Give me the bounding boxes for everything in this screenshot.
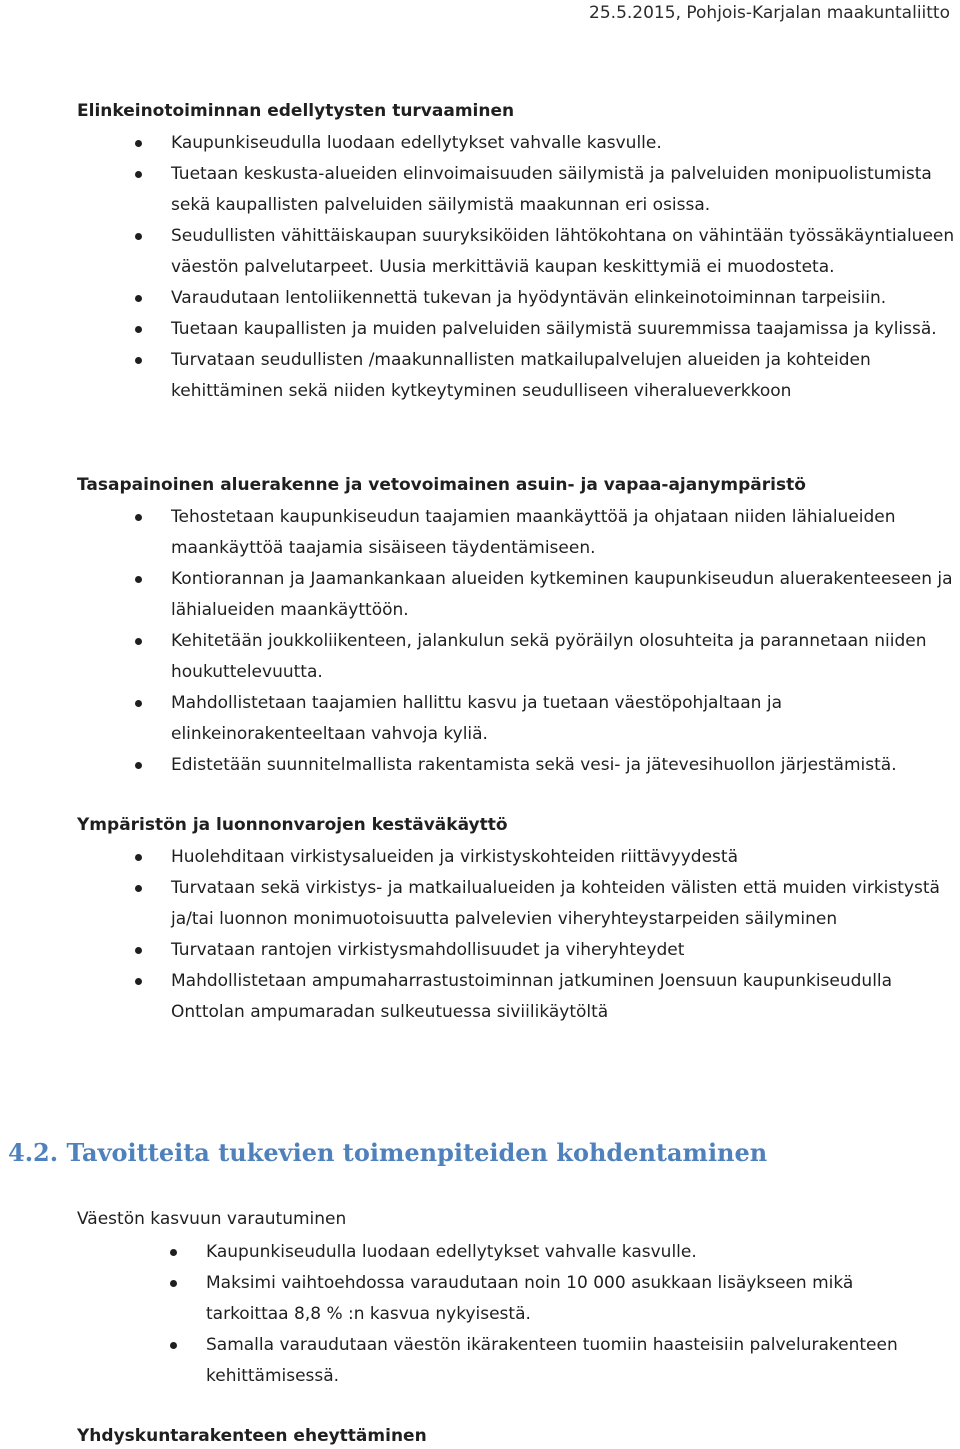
list-item: Mahdollistetaan ampumaharrastustoiminnan jatkuminen Joensuun kaupunkiseudulla Onttolan ampumaradan sulkeutuessa siviilikäytöltä [171, 966, 960, 1028]
subsection-heading-vaesto: Väestön kasvuun varautuminen [77, 1209, 347, 1229]
section-heading-aluerakenne: Tasapainoinen aluerakenne ja vetovoimainen asuin- ja vapaa-ajanympäristö [77, 475, 806, 495]
list-item: Tehostetaan kaupunkiseudun taajamien maankäyttöä ja ohjataan niiden lähialueiden maankäyttöä taajamia sisäiseen täydentämiseen. [171, 502, 960, 564]
list-item: Turvataan seudullisten /maakunnallisten matkailupalvelujen alueiden ja kohteiden kehittäminen sekä niiden kytkeytyminen seudulliseen viheralueverkkoon [171, 345, 960, 407]
list-item: Varaudutaan lentoliikennettä tukevan ja hyödyntävän elinkeinotoiminnan tarpeisiin. [171, 283, 960, 314]
list-item: Kontiorannan ja Jaamankankaan alueiden kytkeminen kaupunkiseudun aluerakenteeseen ja lähialueiden maankäyttöön. [171, 564, 960, 626]
list-item: Mahdollistetaan taajamien hallittu kasvu ja tuetaan väestöpohjaltaan ja elinkeinorakenteeltaan vahvoja kyliä. [171, 688, 960, 750]
list-item: Turvataan sekä virkistys- ja matkailualueiden ja kohteiden välisten että muiden virkistystä ja/tai luonnon monimuotoisuutta palvelevien viheryhteystarpeiden säilyminen [171, 873, 960, 935]
list-item: Kaupunkiseudulla luodaan edellytykset vahvalle kasvulle. [206, 1237, 926, 1268]
list-item: Kehitetään joukkoliikenteen, jalankulun sekä pyöräilyn olosuhteita ja parannetaan niiden houkuttelevuutta. [171, 626, 960, 688]
bullet-list-vaesto [206, 1237, 926, 1392]
page-header-date: 25.5.2015, Pohjois-Karjalan maakuntaliitto [589, 3, 950, 23]
list-item: Tuetaan keskusta-alueiden elinvoimaisuuden säilymistä ja palveluiden monipuolistumista sekä kaupallisten palveluiden säilymistä maakunnan eri osissa. [171, 159, 960, 221]
chapter-title: 4.2. Tavoitteita tukevien toimenpiteiden kohdentaminen [8, 1138, 768, 1167]
list-item: Maksimi vaihtoehdossa varaudutaan noin 10 000 asukkaan lisäykseen mikä tarkoittaa 8,8 % :n kasvua nykyisestä. [206, 1268, 926, 1330]
list-item: Turvataan rantojen virkistysmahdollisuudet ja viheryhteydet [171, 935, 960, 966]
list-item: Seudullisten vähittäiskaupan suuryksiköiden lähtökohtana on vähintään työssäkäyntialueen väestön palvelutarpeet. Uusia merkittäviä kaupan keskittymiä ei muodosteta. [171, 221, 960, 283]
section-heading-elinkeinotoiminta: Elinkeinotoiminnan edellytysten turvaaminen [77, 101, 515, 121]
section-heading-ymparisto: Ympäristön ja luonnonvarojen kestäväkäyttö [77, 815, 508, 835]
list-item: Samalla varaudutaan väestön ikärakenteen tuomiin haasteisiin palvelurakenteen kehittämisessä. [206, 1330, 926, 1392]
list-item: Kaupunkiseudulla luodaan edellytykset vahvalle kasvulle. [171, 128, 960, 159]
list-item: Tuetaan kaupallisten ja muiden palveluiden säilymistä suuremmissa taajamissa ja kylissä. [171, 314, 960, 345]
list-item: Huolehditaan virkistysalueiden ja virkistyskohteiden riittävyydestä [171, 842, 960, 873]
bullet-list-aluerakenne [171, 502, 960, 781]
bullet-list-elinkeinotoiminta [171, 128, 960, 407]
list-item: Edistetään suunnitelmallista rakentamista sekä vesi- ja jätevesihuollon järjestämistä. [171, 750, 960, 781]
bullet-list-ymparisto [171, 842, 960, 1028]
subsection-heading-yhdyskuntarakenne: Yhdyskuntarakenteen eheyttäminen [77, 1426, 427, 1446]
